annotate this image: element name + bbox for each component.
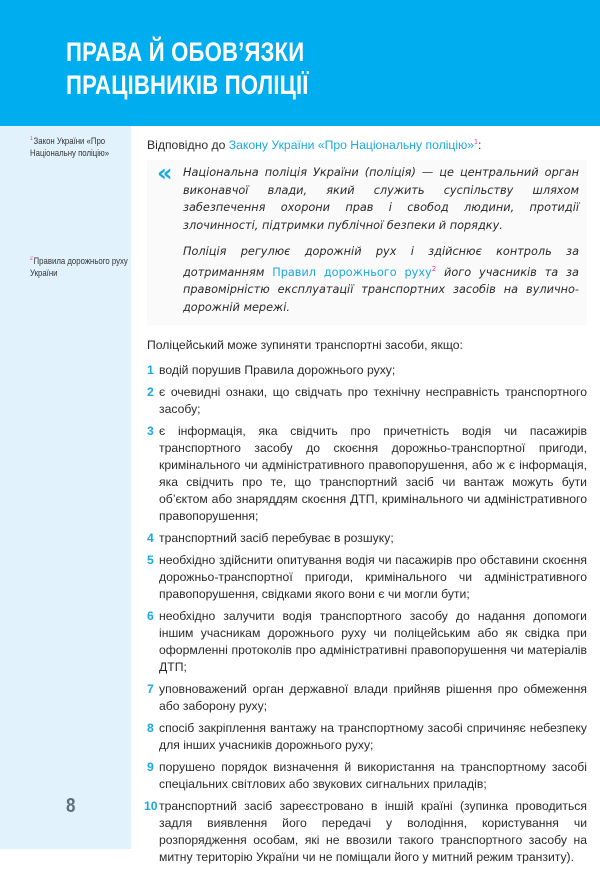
intro-text: Відповідно до	[147, 138, 229, 152]
double-chevron-left-quote-icon: «	[157, 159, 173, 187]
list-item	[147, 362, 587, 379]
list-number: 1	[147, 362, 154, 377]
list-item-text: водій порушив Правила дорожнього руху;	[159, 362, 396, 377]
list-item-text: порушено порядок визначення й використання на транспортному засобі спеціальних світлових або звукових сигнальних приладів;	[159, 759, 587, 791]
law-link-text[interactable]: Закону України «Про Національну поліцію»	[228, 138, 475, 152]
margin-note-2	[30, 253, 128, 280]
list-item-text: необхідно здійснити опитування водія чи пасажирів про обставини скоєння дорожньо-транспортної пригоди, кримінального чи адміністративного правопорушення, свідками якого вони є чи могли бути;	[159, 552, 587, 601]
intro-colon: :	[477, 138, 482, 152]
list-number: 6	[147, 608, 154, 623]
list-number: 2	[147, 384, 154, 399]
chapter-title-line-1: ПРАВА Й ОБОВ’ЯЗКИ	[66, 37, 305, 67]
intro-paragraph	[147, 134, 587, 154]
list-item-text: спосіб закріплення вантажу на транспортному засобі спричиняє небезпеку для інших учасників дорожнього руху;	[159, 720, 587, 752]
footnote-marker: 2	[431, 264, 437, 273]
list-number: 10	[144, 798, 158, 813]
list-number: 9	[147, 759, 154, 774]
traffic-rules-link-text[interactable]: Правил дорожнього руху	[272, 265, 432, 279]
conditions-lead: Поліцейський може зупиняти транспортні засоби, якщо:	[147, 337, 463, 352]
list-item	[147, 720, 587, 754]
list-item	[147, 608, 587, 676]
law-link[interactable]	[229, 138, 478, 152]
list-number: 3	[147, 423, 154, 438]
chapter-header	[0, 0, 600, 126]
list-item-text: є очевидні ознаки, що свідчать про технічну несправність транспортного засобу;	[159, 384, 587, 416]
list-number: 8	[147, 720, 154, 735]
quote-paragraph-1: Національна поліція України (поліція) — це центральний орган виконавчої влади, який служить суспільству шляхом забезпечення охорони прав і свобод людини, протидії злочинності, підтримки публічної безпеки й порядку.	[183, 166, 579, 233]
list-number: 5	[147, 552, 154, 567]
quote-text: його учасників та за правомірністю експлуатації транспортних засобів на вулично-дорожній мережі.	[183, 265, 579, 314]
conditions-list	[144, 362, 587, 866]
margin-note-text: Закон України «Про Національну поліцію»	[30, 136, 110, 159]
quote-text: Поліція регулює дорожній рух і здійснює контроль за дотриманням	[183, 244, 579, 279]
list-item	[147, 384, 587, 418]
list-item	[147, 530, 587, 547]
list-number: 7	[147, 681, 154, 696]
list-item-text: транспортний засіб перебуває в розшуку;	[159, 530, 394, 545]
list-number: 4	[147, 530, 154, 545]
quote-paragraph-2	[183, 243, 579, 317]
margin-note-1	[30, 133, 128, 160]
list-item-text: транспортний засіб зареєстровано в іншій країні (зупинка проводиться задля виявлення його передачі у володіння, користування чи розпорядження особам, які не ввозили такого транспортного засобу на митну територію України чи не поміщали його у митний режим транзиту).	[159, 798, 587, 864]
list-item	[147, 552, 587, 603]
list-item	[144, 798, 587, 866]
footnote-marker: 1	[474, 139, 478, 146]
margin-sidebar	[0, 126, 131, 849]
chapter-title-line-2: ПРАЦІВНИКІВ ПОЛІЦІЇ	[66, 70, 309, 100]
list-item-text: уповноважений орган державної влади прийняв рішення про обмеження або заборону руху;	[159, 681, 587, 713]
list-item	[147, 681, 587, 715]
list-item	[147, 759, 587, 793]
footnote-marker: 1	[30, 136, 33, 142]
list-item-text: необхідно залучити водія транспортного засобу до надання допомоги іншим учасникам дорожнього руху чи поліцейським або як свідка при оформленні протоколів про адміністративні правопорушення чи матеріалів ДТП;	[159, 608, 587, 674]
list-item	[147, 423, 587, 525]
footnote-marker: 2	[30, 256, 33, 262]
main-content	[144, 126, 587, 871]
margin-note-text: Правила дорожнього руху України	[30, 256, 128, 279]
chapter-title	[66, 36, 309, 102]
traffic-rules-link[interactable]	[272, 266, 436, 279]
list-item-text: є інформація, яка свідчить про причетність водія чи пасажирів транспортного засобу до скоєння дорожньо-транспортної пригоди, кримінального чи адміністративного правопорушення, або ж є інформація, яка свідчить про те, що транспортний засіб чи вантаж можуть бути об’єктом або знаряддям скоєння ДТП, кримінального чи адміністративного правопорушення;	[159, 423, 587, 523]
quote-block	[147, 160, 587, 325]
page-number: 8	[66, 795, 76, 817]
